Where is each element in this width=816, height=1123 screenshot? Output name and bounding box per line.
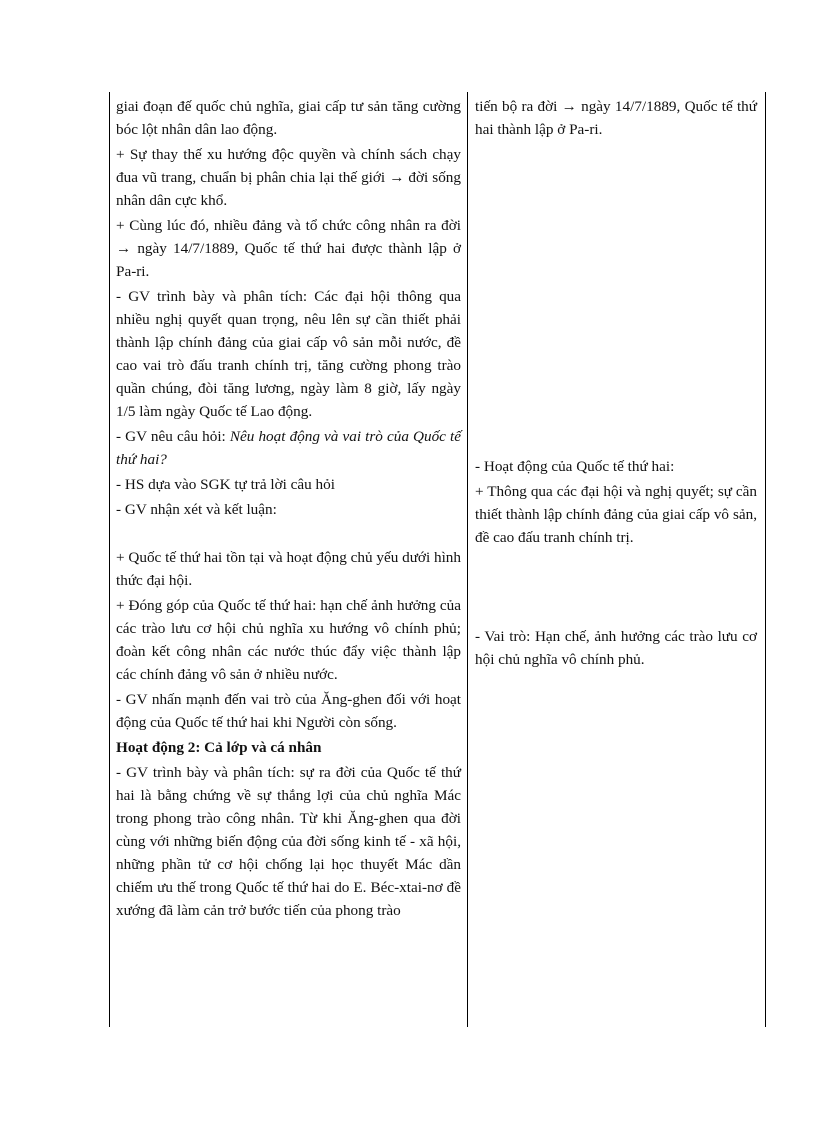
question-paragraph: [116, 425, 461, 471]
paragraph: - GV nhận xét và kết luận:: [116, 501, 277, 518]
paragraph: + Đóng góp của Quốc tế thứ hai: hạn chế ảnh hưởng của các trào lưu cơ hội chủ nghĩa xu hướng vô chính phủ; đoàn kết công nhân các nước thúc đẩy việc thành lập các chính đảng vô sản ở nhiều nước.: [116, 597, 461, 683]
paragraph: + Quốc tế thứ hai tồn tại và hoạt động chủ yếu dưới hình thức đại hội.: [116, 549, 461, 589]
table-right-border: [765, 92, 766, 1027]
question-text: Nêu hoạt động và vai trò của Quốc tế thứ hai?: [116, 428, 461, 468]
summary-paragraph: tiến bộ ra đời → ngày 14/7/1889, Quốc tế thứ hai thành lập ở Pa-ri.: [475, 98, 757, 138]
summary-paragraph: - Vai trò: Hạn chế, ảnh hưởng các trào lưu cơ hội chủ nghĩa vô chính phủ.: [475, 628, 757, 668]
paragraph: - GV trình bày và phân tích: Các đại hội thông qua nhiều nghị quyết quan trọng, nêu lên sự cần thiết phải thành lập chính đảng của giai cấp vô sản mỗi nước, đề cao vai trò đấu tranh chính trị, tăng cường phong trào quần chúng, đòi tăng lương, ngày làm 8 giờ, lấy ngày 1/5 làm ngày Quốc tế Lao động.: [116, 288, 461, 420]
paragraph: + Sự thay thế xu hướng độc quyền và chính sách chạy đua vũ trang, chuẩn bị phân chia lại thế giới → đời sống nhân dân cực khổ.: [116, 146, 461, 209]
blank-line: [116, 523, 461, 546]
table-middle-border: [467, 92, 468, 1027]
paragraph: + Cùng lúc đó, nhiều đảng và tổ chức công nhân ra đời → ngày 14/7/1889, Quốc tế thứ hai được thành lập ở Pa-ri.: [116, 217, 461, 280]
left-column: [116, 95, 461, 924]
question-prefix: - GV nêu câu hỏi:: [116, 428, 230, 445]
paragraph: giai đoạn đế quốc chủ nghĩa, giai cấp tư sản tăng cường bóc lột nhân dân lao động.: [116, 98, 461, 138]
paragraph: - HS dựa vào SGK tự trả lời câu hỏi: [116, 476, 335, 493]
paragraph: - GV trình bày và phân tích: sự ra đời của Quốc tế thứ hai là bằng chứng về sự thắng lợi của chủ nghĩa Mác trong phong trào công nhân. Từ khi Ăng-ghen qua đời cùng với những biến động của đời sống kinh tế - xã hội, những phần tử cơ hội chống lại học thuyết Mác dần chiếm ưu thế trong Quốc tế thứ hai do E. Béc-xtai-nơ đề xướng đã làm cản trở bước tiến của phong trào: [116, 764, 461, 919]
summary-paragraph: - Hoạt động của Quốc tế thứ hai:: [475, 458, 675, 475]
activity-heading: Hoạt động 2: Cả lớp và cá nhân: [116, 739, 322, 756]
paragraph: - GV nhấn mạnh đến vai trò của Ăng-ghen đối với hoạt động của Quốc tế thứ hai khi Người còn sống.: [116, 691, 461, 731]
table-left-border: [109, 92, 110, 1027]
summary-paragraph: + Thông qua các đại hội và nghị quyết; sự cần thiết thành lập chính đảng của giai cấp vô sản, đề cao đấu tranh chính trị.: [475, 483, 757, 546]
